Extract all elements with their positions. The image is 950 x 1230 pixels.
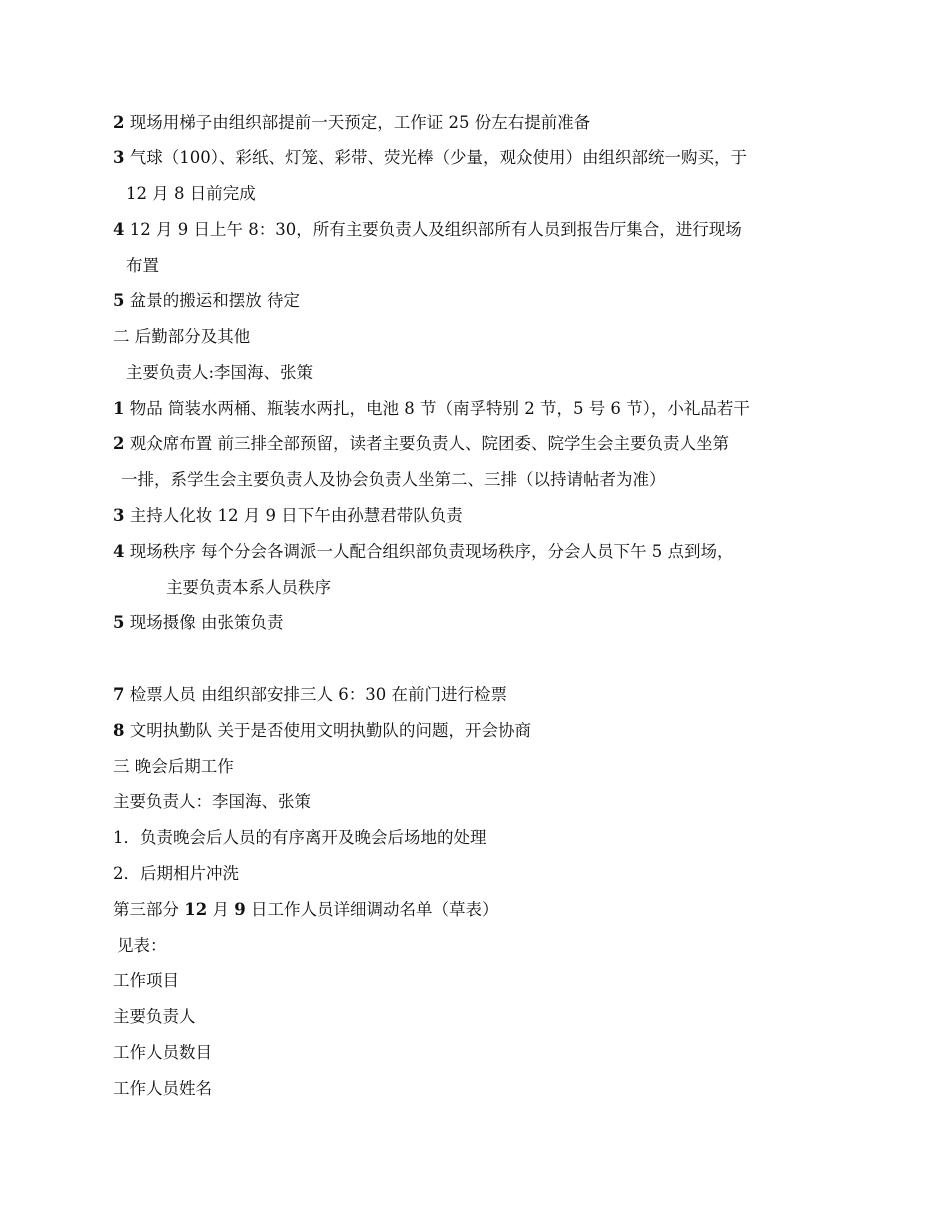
item-text: 气球（100）、彩纸、灯笼、彩带、荧光棒（少量，观众使用）由组织部统一购买，于 bbox=[124, 148, 747, 167]
item-number: 5 bbox=[113, 613, 125, 632]
item-seating-cont: 一排，系学生会主要负责人及协会负责人坐第二、三排（以持请帖者为准） bbox=[121, 470, 666, 489]
item-number: 5 bbox=[113, 291, 125, 310]
item-text: 文明执勤队 关于是否使用文明执勤队的问题，开会协商 bbox=[124, 721, 531, 740]
table-col-staff-count: 工作人员数目 bbox=[113, 1043, 212, 1062]
item-ladder bbox=[113, 112, 590, 134]
item-number: 4 bbox=[113, 542, 125, 561]
item-supplies bbox=[113, 398, 750, 420]
item-gathering bbox=[113, 219, 742, 241]
item-balloons-cont: 12 月 8 日前完成 bbox=[126, 184, 256, 203]
heading-month: 12 bbox=[184, 900, 208, 919]
item-text: 现场用梯子由组织部提前一天预定，工作证 25 份左右提前准备 bbox=[124, 113, 591, 132]
item-text: 观众席布置 前三排全部预留，读者主要负责人、院团委、院学生会主要负责人坐第 bbox=[124, 434, 729, 453]
item-text: 现场摄像 由张策负责 bbox=[124, 613, 284, 632]
item-number: 7 bbox=[113, 685, 125, 704]
item-text: 主持人化妆 12 月 9 日下午由孙慧君带队负责 bbox=[124, 506, 463, 525]
item-text: 12 月 9 日上午 8：30，所有主要负责人及组织部所有人员到报告厅集合，进行现场 bbox=[124, 220, 742, 239]
item-number: 3 bbox=[113, 506, 125, 525]
item-gathering-cont: 布置 bbox=[126, 256, 159, 275]
part-three-heading bbox=[113, 899, 498, 921]
item-text: 检票人员 由组织部安排三人 6：30 在前门进行检票 bbox=[124, 685, 507, 704]
item-text: 盆景的搬运和摆放 待定 bbox=[124, 291, 300, 310]
item-balloons bbox=[113, 147, 747, 169]
item-number: 2 bbox=[113, 434, 125, 453]
post-event-item-2: 2．后期相片冲洗 bbox=[113, 864, 239, 883]
item-bonsai bbox=[113, 290, 300, 312]
heading-day: 9 bbox=[234, 900, 246, 919]
table-col-lead: 主要负责人 bbox=[113, 1007, 196, 1026]
item-tickets bbox=[113, 684, 507, 706]
item-text: 现场秩序 每个分会各调派一人配合组织部负责现场秩序，分会人员下午 5 点到场， bbox=[124, 542, 734, 561]
post-event-lead: 主要负责人：李国海、张策 bbox=[113, 792, 311, 811]
item-text: 物品 筒装水两桶、瓶装水两扎，电池 8 节（南孚特别 2 节，5 号 6 节），小礼品若干 bbox=[124, 399, 750, 418]
item-number: 3 bbox=[113, 148, 125, 167]
section-heading-logistics: 二 后勤部分及其他 bbox=[113, 327, 251, 346]
item-number: 4 bbox=[113, 220, 125, 239]
item-order-cont: 主要负责本系人员秩序 bbox=[166, 578, 331, 597]
table-col-staff-names: 工作人员姓名 bbox=[113, 1079, 212, 1098]
item-makeup bbox=[113, 505, 463, 527]
item-number: 2 bbox=[113, 113, 125, 132]
item-seating bbox=[113, 433, 729, 455]
section-heading-post-event: 三 晚会后期工作 bbox=[113, 757, 234, 776]
item-patrol bbox=[113, 720, 531, 742]
logistics-lead: 主要负责人:李国海、张策 bbox=[126, 363, 314, 382]
item-order bbox=[113, 541, 733, 563]
item-number: 8 bbox=[113, 721, 125, 740]
item-camera bbox=[113, 612, 283, 634]
heading-suffix: 日工作人员详细调动名单（草表） bbox=[245, 900, 499, 919]
table-col-work-item: 工作项目 bbox=[113, 971, 179, 990]
see-table: 见表： bbox=[117, 936, 167, 955]
heading-prefix: 第三部分 bbox=[113, 900, 185, 919]
heading-mid: 月 bbox=[207, 900, 235, 919]
post-event-item-1: 1．负责晚会后人员的有序离开及晚会后场地的处理 bbox=[113, 828, 487, 847]
item-number: 1 bbox=[113, 399, 125, 418]
